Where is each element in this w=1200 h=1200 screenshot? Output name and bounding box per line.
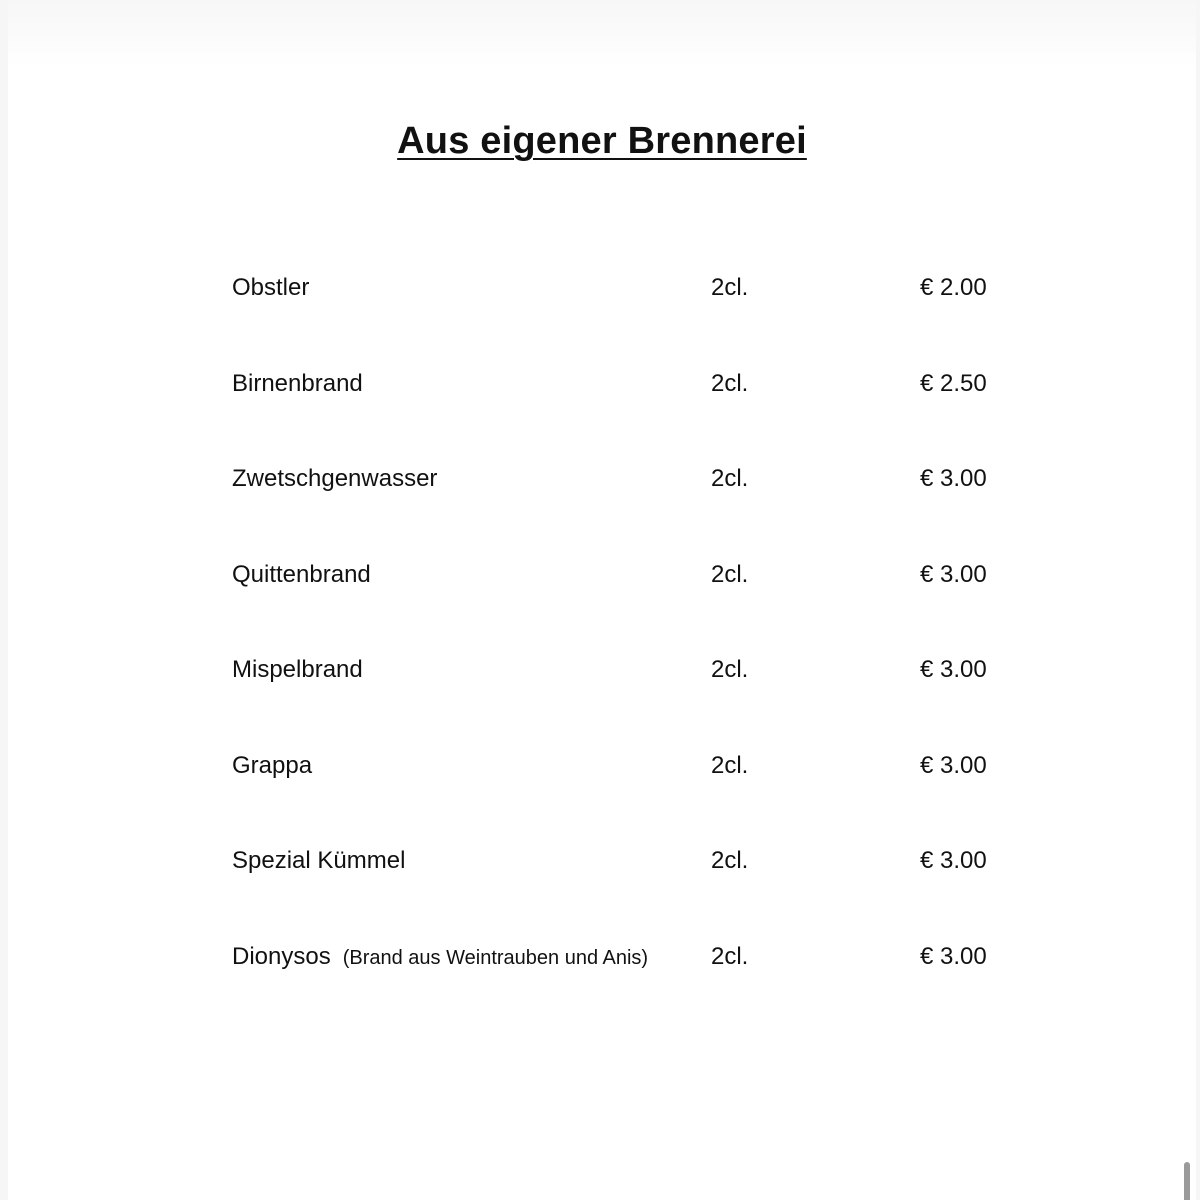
item-size: 2cl. bbox=[711, 369, 749, 397]
list-item bbox=[232, 843, 1032, 939]
item-price: € 3.00 bbox=[920, 847, 987, 874]
item-name: Zwetschgenwasser bbox=[232, 465, 438, 492]
item-size: 2cl. bbox=[711, 751, 749, 779]
list-item bbox=[232, 939, 1032, 1035]
item-note: (Brand aus Weintrauben und Anis) bbox=[342, 946, 649, 969]
list-item bbox=[232, 366, 1032, 462]
item-size: 2cl. bbox=[711, 656, 749, 683]
item-name: Grappa bbox=[232, 751, 313, 779]
page-top-shade bbox=[8, 0, 1196, 66]
item-name: Mispelbrand bbox=[232, 656, 363, 683]
item-price: € 2.50 bbox=[920, 369, 987, 397]
item-name: Spezial Kümmel bbox=[232, 847, 406, 874]
item-size: 2cl. bbox=[711, 560, 749, 588]
price-list bbox=[232, 270, 1032, 1034]
item-price: € 3.00 bbox=[920, 465, 987, 492]
item-size: 2cl. bbox=[711, 274, 749, 301]
list-item bbox=[232, 270, 1032, 366]
item-size: 2cl. bbox=[711, 847, 749, 874]
document-page bbox=[8, 0, 1196, 1200]
item-price: € 3.00 bbox=[920, 560, 987, 588]
item-price: € 2.00 bbox=[920, 274, 987, 301]
item-name: Dionysos (Brand aus Weintrauben und Anis) bbox=[232, 942, 649, 970]
item-price: € 3.00 bbox=[920, 656, 987, 683]
list-item bbox=[232, 748, 1032, 844]
item-size: 2cl. bbox=[711, 942, 749, 970]
item-name: Birnenbrand bbox=[232, 369, 363, 397]
item-price: € 3.00 bbox=[920, 942, 987, 970]
item-price: € 3.00 bbox=[920, 751, 987, 779]
item-size: 2cl. bbox=[711, 465, 749, 492]
scrollbar-thumb[interactable] bbox=[1184, 1162, 1190, 1200]
item-name: Quittenbrand bbox=[232, 560, 371, 588]
list-item bbox=[232, 461, 1032, 557]
page-title: Aus eigener Brennerei bbox=[397, 120, 807, 162]
list-item bbox=[232, 557, 1032, 653]
item-name: Obstler bbox=[232, 274, 310, 301]
list-item bbox=[232, 652, 1032, 748]
